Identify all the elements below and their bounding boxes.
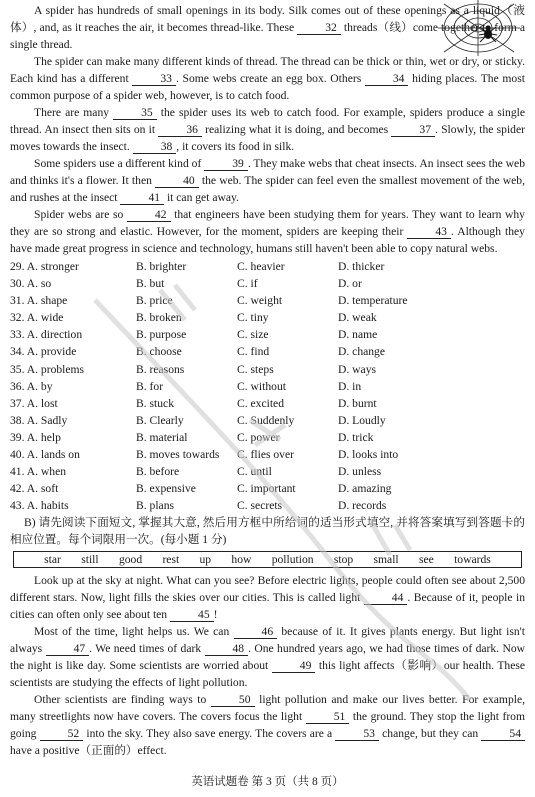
option-b: B. broken [136, 311, 182, 325]
option-b: B. moves towards [136, 448, 220, 462]
blank-37: 37 [391, 123, 435, 137]
option-a: 33. A. direction [10, 328, 83, 342]
option-d: D. name [338, 328, 378, 342]
option-d: D. Loudly [338, 413, 386, 427]
option-b: B. Clearly [136, 413, 184, 427]
option-b: B. plans [136, 499, 175, 513]
option-d: D. or [338, 277, 362, 291]
option-a: 38. A. Sadly [10, 413, 68, 427]
word-bank-item: small [373, 553, 399, 567]
blank-51: 51 [306, 710, 350, 724]
passage-a-paragraph-5: Spider webs are so 42 that engineers have been studying them for years. They want to learn why they are so strong and elastic. However, for the moment, spiders are keeping their 43 . Although they have made great progress in science and technology, humans still haven't been able to copy natural webs. [10, 208, 525, 255]
option-c: C. steps [237, 362, 274, 376]
option-c: C. find [237, 345, 270, 359]
option-a: 40. A. lands on [10, 448, 80, 462]
option-d: D. records [338, 499, 387, 513]
option-a: 34. A. provide [10, 345, 77, 359]
option-d: D. thicker [338, 260, 385, 273]
blank-53: 53 [335, 727, 379, 741]
option-a: 30. A. so [10, 277, 52, 291]
blank-40: 40 [155, 174, 199, 188]
option-row [10, 309, 525, 326]
option-b: B. reasons [136, 362, 185, 376]
option-a: 36. A. by [10, 379, 53, 393]
option-b: B. for [136, 379, 164, 393]
option-d: D. ways [338, 362, 376, 376]
option-d: D. burnt [338, 396, 377, 410]
option-d: D. weak [338, 311, 377, 325]
word-bank-item: stop [333, 553, 354, 567]
option-c: C. weight [237, 294, 283, 308]
option-row [10, 395, 525, 412]
option-c: C. if [237, 277, 258, 291]
blank-48: 48 [205, 642, 249, 656]
option-c: C. without [237, 379, 286, 393]
option-c: C. Suddenly [237, 413, 295, 427]
blank-49: 49 [272, 659, 316, 673]
word-bank-item: rest [162, 553, 180, 567]
option-c: C. tiny [237, 311, 269, 325]
blank-52: 52 [40, 727, 84, 741]
answer-options [10, 258, 525, 514]
option-d: D. unless [338, 465, 382, 479]
page-footer: 英语试题卷 第 3 页（共 8 页） [191, 776, 344, 788]
passage-a-paragraph-2: The spider can make many different kinds of thread. The thread can be thick or thin, wet or dry, or sticky. Each kind has a different 33 . Some webs create an egg box. Others 34 hiding places. The most common purpose of a spider web, however, is to catch food. [10, 55, 525, 102]
option-row [10, 429, 525, 446]
word-bank-item: up [199, 553, 212, 567]
option-row [10, 480, 525, 497]
option-row [10, 258, 525, 275]
option-d: D. trick [338, 430, 374, 444]
option-d: D. temperature [338, 294, 408, 308]
option-c: C. until [237, 465, 272, 479]
option-d: D. looks into [338, 448, 399, 462]
blank-42: 42 [127, 208, 171, 222]
blank-50: 50 [211, 693, 255, 707]
option-a: 42. A. soft [10, 482, 59, 496]
option-row [10, 343, 525, 360]
option-c: C. size [237, 328, 269, 342]
option-row [10, 412, 525, 429]
option-a: 31. A. shape [10, 294, 68, 308]
passage-b-paragraph-3: Other scientists are finding ways to 50 light pollution and make our lives better. For example, many streetlights now have covers. The covers focus the light 51 the ground. They stop the light from going 52 into the sky. They also save energy. The covers are a 53 change, but they can 54 have a positive（正面的）effect. [10, 693, 526, 758]
option-a: 43. A. habits [10, 499, 69, 513]
option-b: B. purpose [136, 328, 187, 342]
blank-43: 43 [407, 225, 451, 239]
blank-32: 32 [297, 21, 341, 35]
blank-47: 47 [46, 642, 90, 656]
word-bank-item: good [118, 553, 143, 567]
blank-41: 41 [120, 191, 164, 205]
option-b: B. brighter [136, 260, 187, 273]
passage-a-paragraph-4: Some spiders use a different kind of 39 . They make webs that cheat insects. An insect sees the web and thinks it's a flower. It then 40 the web. The spider can feel even the smallest movement of the web, and rushes at the insect 41 it can get away. [10, 157, 526, 204]
word-bank-item: still [81, 553, 99, 567]
word-bank-item: towards [454, 553, 491, 567]
option-c: C. power [237, 430, 280, 444]
blank-54: 54 [481, 727, 525, 741]
option-d: D. change [338, 345, 385, 359]
section-b-instruction: B) 请先阅读下面短文, 掌握其大意, 然后用方框中所给词的适当形式填空, 并将答案填写到答题卡的相应位置。每个词限用一次。(每小题 1 分) [10, 516, 525, 547]
option-b: B. but [136, 277, 165, 291]
option-row [10, 326, 525, 343]
blank-44: 44 [364, 591, 408, 605]
option-a: 35. A. problems [10, 362, 85, 376]
option-b: B. material [136, 430, 188, 444]
option-row [10, 292, 525, 309]
passage-a-paragraph-1: A spider has hundreds of small openings in its body. Silk comes out of these openings as a liquid（液体）, and, as it reaches the air, it becomes thread-like. These 32 threads（线）come together to form a single thread. [10, 4, 525, 51]
option-c: C. excited [237, 396, 285, 410]
blank-34: 34 [365, 72, 409, 86]
word-bank-box [13, 551, 522, 568]
option-c: C. heavier [237, 260, 285, 273]
passage-b-paragraph-2: Most of the time, light helps us. We can 46 because of it. It gives plants energy. But light isn't always 47 . We need times of dark 48 . One hundred years ago, we had those times of dark. Now the night is like day. Some scientists are worried about 49 this light affects（影响）our health. These scientists are studying the effects of light pollution. [10, 625, 525, 690]
blank-36: 36 [158, 123, 202, 137]
exam-page [10, 2, 525, 759]
option-d: D. in [338, 379, 362, 393]
blank-33: 33 [132, 72, 176, 86]
blank-45: 45 [170, 608, 214, 622]
blank-46: 46 [234, 625, 278, 639]
blank-39: 39 [204, 157, 248, 171]
option-row [10, 463, 525, 480]
option-a: 37. A. lost [10, 396, 58, 410]
passage-b-paragraph-1: Look up at the sky at night. What can you see? Before electric lights, people could often see about 2,500 different stars. Now, light fills the skies over our cities. This is called light 44 . Because of it, people in cities can often only see about ten 45 ! [10, 574, 525, 622]
option-a: 32. A. wide [10, 311, 64, 325]
passage-a-paragraph-3: There are many 35 the spider uses its web to catch food. For example, spiders produce a single thread. An insect then sits on it 36 realizing what it is doing, and becomes 37 . Slowly, the spider moves towards the insect. 38 , it covers its food in silk. [10, 106, 525, 153]
blank-38: 38 [133, 140, 177, 154]
option-row [10, 378, 525, 395]
word-bank-item: pollution [271, 553, 314, 567]
blank-35: 35 [113, 106, 157, 120]
option-c: C. important [237, 482, 296, 496]
option-a: 29. A. stronger [10, 260, 79, 273]
option-row [10, 275, 525, 292]
option-b: B. expensive [136, 482, 196, 496]
option-b: B. stuck [136, 396, 175, 410]
word-bank-item: star [44, 553, 61, 567]
option-row [10, 497, 525, 514]
option-c: C. secrets [237, 499, 283, 513]
option-a: 41. A. when [10, 465, 67, 479]
option-row [10, 361, 525, 378]
option-b: B. choose [136, 345, 182, 359]
option-row [10, 446, 525, 463]
word-bank-item: see [418, 553, 434, 567]
option-b: B. before [136, 465, 180, 479]
option-d: D. amazing [338, 482, 392, 496]
option-a: 39. A. help [10, 430, 61, 444]
option-b: B. price [136, 294, 173, 308]
option-c: C. flies over [237, 448, 294, 462]
word-bank-item: how [231, 553, 252, 567]
